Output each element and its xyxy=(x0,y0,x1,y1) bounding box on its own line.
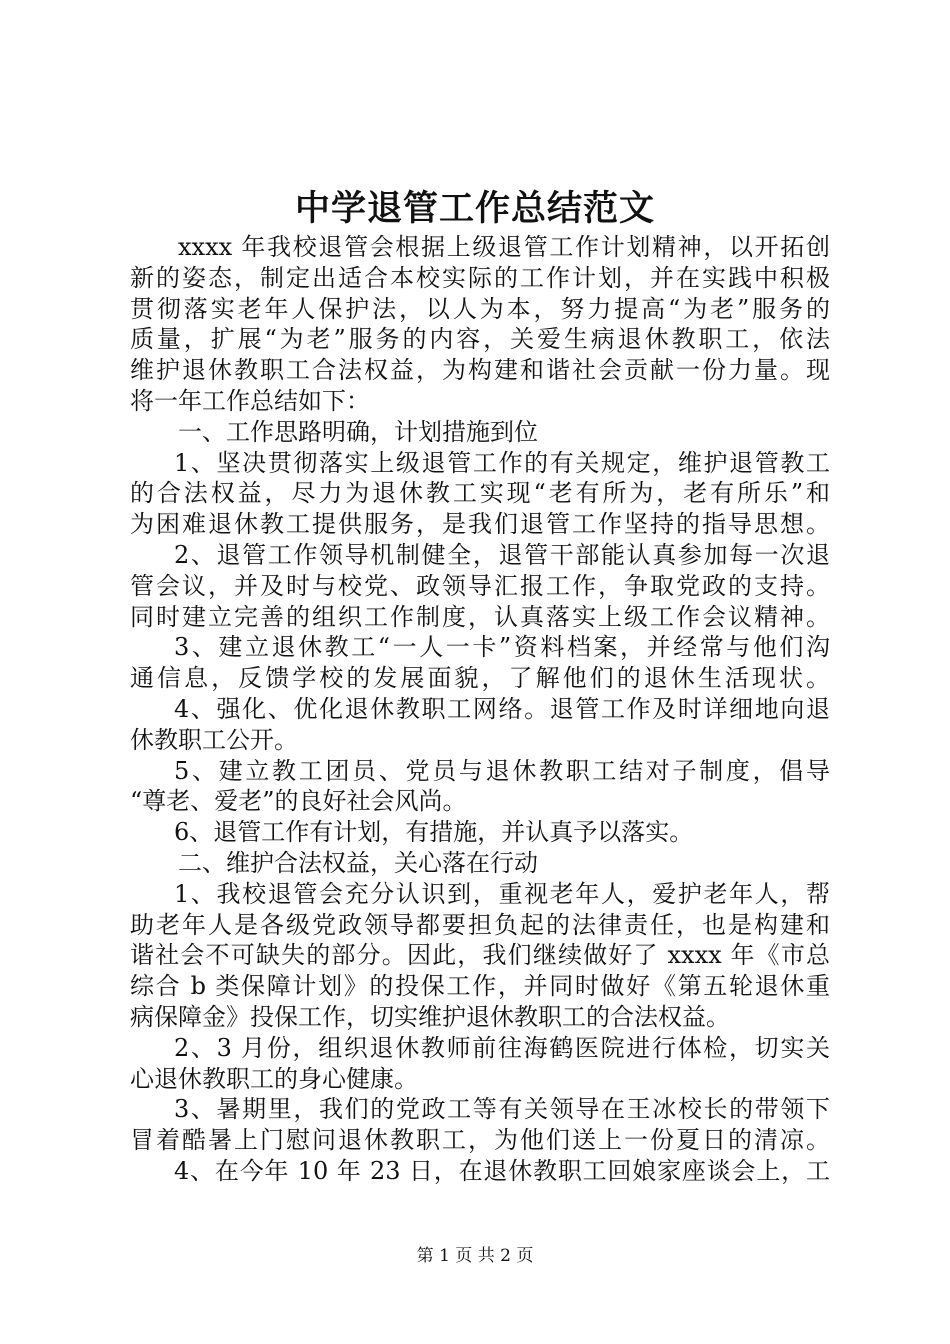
document-body xyxy=(130,232,830,1187)
document-title: 中学退管工作总结范文 xyxy=(294,188,655,229)
text-line: 为困难退休教工提供服务，是我们退管工作坚持的指导思想。 xyxy=(130,510,830,539)
text-line: 通信息，反馈学校的发展面貌，了解他们的退休生活现状。 xyxy=(130,664,830,693)
text-line: 冒着酷暑上门慰问退休教职工，为他们送上一份夏日的清凉。 xyxy=(130,1126,830,1155)
text-line: 同时建立完善的组织工作制度，认真落实上级工作会议精神。 xyxy=(130,602,830,631)
text-line: 新的姿态，制定出适合本校实际的工作计划，并在实践中积极 xyxy=(130,263,830,292)
text-line: 管会议，并及时与校党、政领导汇报工作，争取党政的支持。 xyxy=(130,571,830,600)
text-line: 4、强化、优化退休教职工网络。退管工作及时详细地向退 xyxy=(174,694,830,723)
text-line: 质量，扩展“为老”服务的内容，关爱生病退休教职工，依法 xyxy=(130,325,830,354)
section-heading: 二、维护合法权益，关心落在行动 xyxy=(178,848,538,877)
text-line: 5、建立教工团员、党员与退休教职工结对子制度，倡导 xyxy=(174,756,830,785)
text-line: 综合 b 类保障计划》的投保工作，并同时做好《第五轮退休重 xyxy=(130,972,830,1001)
text-line: 谐社会不可缺失的部分。因此，我们继续做好了 xxxx 年《市总 xyxy=(130,941,830,970)
text-line: 6、退管工作有计划，有措施，并认真予以落实。 xyxy=(174,818,694,847)
text-line: 贯彻落实老年人保护法，以人为本，努力提高“为老”服务的 xyxy=(130,294,830,323)
text-line: 1、我校退管会充分认识到，重视老年人，爱护老年人，帮 xyxy=(174,879,830,908)
text-line: 助老年人是各级党政领导都要担负起的法律责任，也是构建和 xyxy=(130,910,830,939)
text-line: 1、坚决贯彻落实上级退管工作的有关规定，维护退管教工 xyxy=(174,448,830,477)
text-line: 心退休教职工的身心健康。 xyxy=(130,1064,418,1093)
text-line: 的合法权益，尽力为退休教工实现“老有所为，老有所乐”和 xyxy=(130,479,830,508)
text-line: 2、3 月份，组织退休教师前往海鹤医院进行体检，切实关 xyxy=(174,1033,830,1062)
text-line: 4、在今年 10 年 23 日，在退休教职工回娘家座谈会上，工 xyxy=(174,1156,830,1185)
text-line: 2、退管工作领导机制健全，退管干部能认真参加每一次退 xyxy=(174,540,830,569)
text-line: 病保障金》投保工作，切实维护退休教职工的合法权益。 xyxy=(130,1002,730,1031)
text-line: xxxx 年我校退管会根据上级退管工作计划精神，以开拓创 xyxy=(178,233,830,261)
text-line: 将一年工作总结如下： xyxy=(130,386,370,415)
page-number-footer: 第 1 页 共 2 页 xyxy=(416,1246,534,1266)
text-line: 3、暑期里，我们的党政工等有关领导在王冰校长的带领下 xyxy=(174,1095,830,1124)
text-line: 3、建立退休教工“一人一卡”资料档案，并经常与他们沟 xyxy=(174,633,830,662)
section-heading: 一、工作思路明确，计划措施到位 xyxy=(178,417,538,446)
text-line: 休教职工公开。 xyxy=(130,725,298,754)
text-line: 维护退休教职工合法权益，为构建和谐社会贡献一份力量。现 xyxy=(130,356,830,385)
text-line: “尊老、爱老”的良好社会风尚。 xyxy=(130,787,467,816)
